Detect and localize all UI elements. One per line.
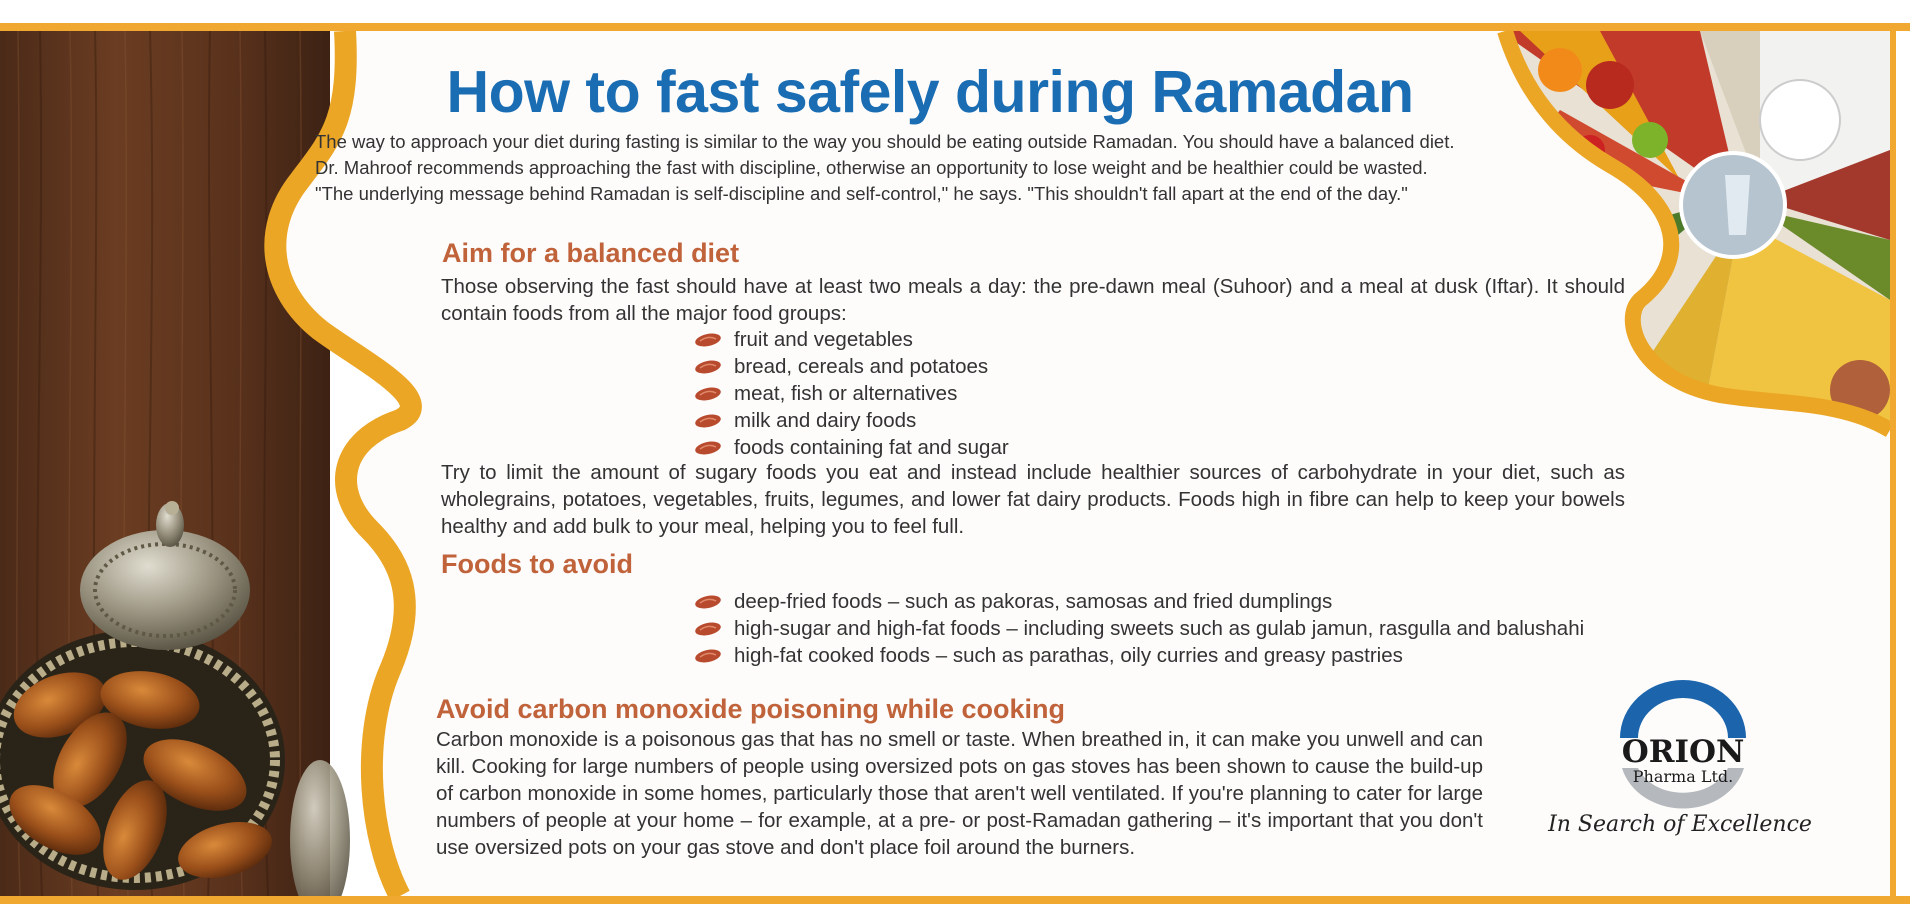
bottom-frame-bar [0, 896, 1910, 904]
brand-subname: Pharma Ltd. [1632, 767, 1734, 786]
list-item [694, 588, 1584, 615]
list-item [694, 434, 1009, 461]
list-item [694, 326, 1009, 353]
list-item-label: high-fat cooked foods – such as parathas, oily curries and greasy pastries [734, 643, 1403, 667]
top-frame-bar [0, 23, 1910, 31]
date-fruit-icon [694, 360, 722, 374]
list-item-label: fruit and vegetables [734, 327, 913, 351]
food-groups-list [694, 326, 1009, 461]
list-item-label: meat, fish or alternatives [734, 381, 958, 405]
balanced-diet-outro: Try to limit the amount of sugary foods you eat and instead include healthier sources of carbohydrate in your diet, such as wholegrains, potatoes, vegetables, fruits, legumes, and lower fat dairy products. Foods high in fibre can help to keep your bowels healthy and add bulk to your meal, helping you to feel full. [441, 461, 1625, 538]
list-item [694, 380, 1009, 407]
balanced-diet-intro: Those observing the fast should have at least two meals a day: the pre-dawn meal (Suhoor) and a meal at dusk (Iftar). It should contain foods from all the major food groups: [441, 275, 1625, 325]
right-frame-bar [1890, 23, 1896, 904]
date-fruit-icon [694, 622, 722, 636]
date-fruit-icon [694, 387, 722, 401]
balanced-diet-heading: Aim for a balanced diet [442, 238, 740, 268]
list-item [694, 407, 1009, 434]
intro-line: "The underlying message behind Ramadan is self-discipline and self-control," he says. "This shouldn't fall apart at the end of the day." [315, 183, 1408, 204]
orion-logo [1608, 680, 1758, 820]
date-fruit-icon [694, 414, 722, 428]
foods-to-avoid-heading: Foods to avoid [441, 549, 633, 579]
carbon-monoxide-text: Carbon monoxide is a poisonous gas that has no smell or taste. When breathed in, it can make you unwell and can kill. Cooking for large numbers of people using oversized pots on gas stoves has been shown to cause the build-up of carbon monoxide in some homes, particularly those that aren't well ventilated. If you're planning to cater for large numbers of people at your home – for example, at a pre- or post-Ramadan gathering – it's important that you don't use oversized pots on your gas stove and don't place foil around the burners. [436, 728, 1483, 859]
date-fruit-icon [694, 441, 722, 455]
list-item-label: milk and dairy foods [734, 408, 917, 432]
brand-name: ORION [1621, 734, 1745, 770]
foods-to-avoid-list [694, 588, 1584, 669]
list-item-label: deep-fried foods – such as pakoras, samosas and fried dumplings [734, 589, 1333, 613]
brand-tagline: In Search of Excellence [1548, 812, 1812, 837]
intro-line: The way to approach your diet during fasting is similar to the way you should be eating outside Ramadan. You should have a balanced diet. [315, 131, 1455, 152]
list-item-label: high-sugar and high-fat foods – including sweets such as gulab jamun, rasgulla and balushahi [734, 616, 1585, 640]
carbon-monoxide-heading: Avoid carbon monoxide poisoning while cooking [436, 694, 1066, 724]
intro-paragraph [315, 129, 1545, 207]
date-fruit-icon [694, 649, 722, 663]
list-item [694, 642, 1584, 669]
intro-line: Dr. Mahroof recommends approaching the fast with discipline, otherwise an opportunity to lose weight and be healthier could be wasted. [315, 157, 1428, 178]
list-item [694, 353, 1009, 380]
page-title: How to fast safely during Ramadan [446, 59, 1414, 125]
date-fruit-icon [694, 333, 722, 347]
list-item [694, 615, 1584, 642]
date-fruit-icon [694, 595, 722, 609]
list-item-label: foods containing fat and sugar [734, 435, 1009, 459]
list-item-label: bread, cereals and potatoes [734, 354, 989, 378]
